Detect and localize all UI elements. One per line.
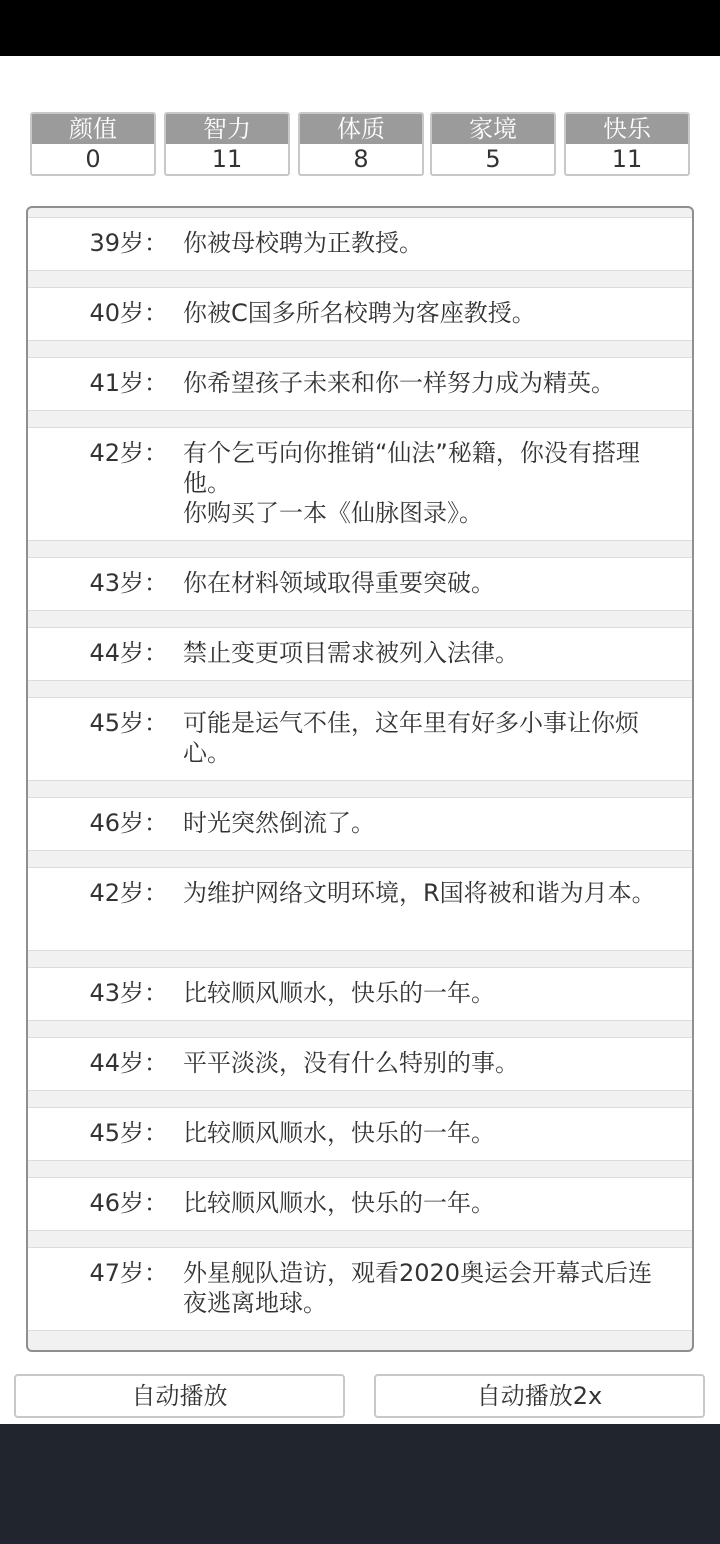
log-text [183, 1048, 668, 1078]
log-text [183, 298, 668, 328]
log-entry [28, 1248, 692, 1330]
log-age: 45岁： [89, 709, 168, 737]
life-log[interactable] [26, 206, 694, 1352]
stat-label: 智力 [166, 114, 288, 144]
log-age: 40岁： [89, 299, 168, 327]
log-line: 禁止变更项目需求被列入法律。 [183, 639, 519, 667]
navigation-bar [0, 1424, 720, 1544]
log-text [183, 808, 668, 838]
log-line: 比较顺风顺水，快乐的一年。 [183, 1119, 495, 1147]
log-age: 44岁： [89, 1049, 168, 1077]
log-entry [28, 288, 692, 340]
stat-label: 家境 [432, 114, 554, 144]
log-entry [28, 868, 692, 950]
stat-value: 5 [485, 145, 501, 173]
log-entry [28, 968, 692, 1020]
log-line: 你希望孩子未来和你一样努力成为精英。 [183, 369, 615, 397]
log-entry [28, 1178, 692, 1230]
log-line: 比较顺风顺水，快乐的一年。 [183, 979, 495, 1007]
log-line: 外星舰队造访，观看2020奥运会开幕式后连夜逃离地球。 [183, 1259, 653, 1317]
log-age: 45岁： [89, 1119, 168, 1147]
log-text [183, 1118, 668, 1148]
log-entry [28, 798, 692, 850]
log-entry [28, 1108, 692, 1160]
log-age: 46岁： [89, 1189, 168, 1217]
log-age: 41岁： [89, 369, 168, 397]
log-age: 44岁： [89, 639, 168, 667]
stat-label: 颜值 [32, 114, 154, 144]
log-age: 39岁： [89, 229, 168, 257]
log-text [183, 978, 668, 1008]
log-age: 46岁： [89, 809, 168, 837]
log-line: 你在材料领域取得重要突破。 [183, 569, 495, 597]
log-text [183, 638, 668, 668]
log-entry [28, 558, 692, 610]
log-line: 你购买了一本《仙脉图录》。 [183, 499, 483, 527]
log-line: 比较顺风顺水，快乐的一年。 [183, 1189, 495, 1217]
log-entry [28, 1038, 692, 1090]
stat-value: 0 [85, 145, 101, 173]
stat-value: 8 [353, 145, 369, 173]
stat-value: 11 [211, 145, 243, 173]
auto-play-2x-button[interactable]: 自动播放2x [374, 1374, 705, 1418]
stats-panel [30, 112, 690, 176]
stat-happiness [564, 112, 690, 176]
log-age: 42岁： [89, 439, 168, 467]
log-age: 42岁： [89, 879, 168, 907]
log-age: 47岁： [89, 1259, 168, 1287]
log-line: 可能是运气不佳，这年里有好多小事让你烦心。 [183, 709, 639, 767]
log-line: 有个乞丐向你推销“仙法”秘籍，你没有搭理他。 [183, 439, 640, 497]
log-line: 你被C国多所名校聘为客座教授。 [183, 299, 536, 327]
log-text [183, 438, 668, 528]
log-entry [28, 698, 692, 780]
stat-label: 体质 [300, 114, 422, 144]
log-text [183, 228, 668, 258]
log-line: 平平淡淡，没有什么特别的事。 [183, 1049, 519, 1077]
log-text [183, 1258, 668, 1318]
auto-play-button[interactable]: 自动播放 [14, 1374, 345, 1418]
log-text [183, 878, 668, 908]
status-bar [0, 0, 720, 56]
log-entry [28, 628, 692, 680]
log-text [183, 368, 668, 398]
stat-appearance [30, 112, 156, 176]
log-entry [28, 218, 692, 270]
stat-physique [298, 112, 424, 176]
log-line: 为维护网络文明环境，R国将被和谐为月本。 [183, 879, 656, 907]
log-line: 时光突然倒流了。 [183, 809, 375, 837]
stat-family [430, 112, 556, 176]
log-text [183, 1188, 668, 1218]
log-text [183, 708, 668, 768]
log-entry [28, 358, 692, 410]
log-age: 43岁： [89, 569, 168, 597]
stat-value: 11 [611, 145, 643, 173]
stat-intelligence [164, 112, 290, 176]
log-entry [28, 428, 692, 540]
stat-label: 快乐 [566, 114, 688, 144]
log-line: 你被母校聘为正教授。 [183, 229, 423, 257]
log-age: 43岁： [89, 979, 168, 1007]
log-text [183, 568, 668, 598]
